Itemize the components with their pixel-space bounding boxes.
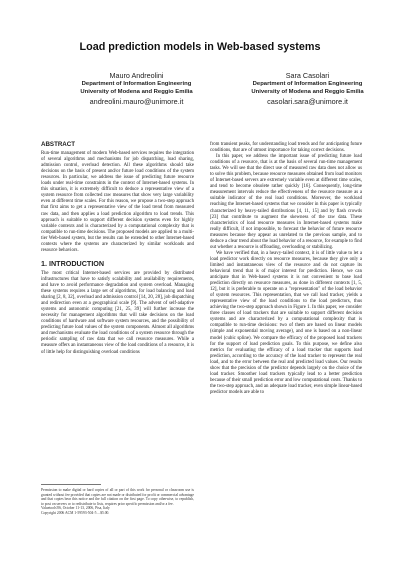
abstract-heading: ABSTRACT — [41, 141, 76, 148]
author-university: University of Modena and Reggio Emilia — [251, 89, 364, 96]
abstract-text: Run-time management of modern Web-based services requires the integration of several algorithms and mechanisms for job dispatching, load sharing, admission control, overload detection. All these algorithms should take decisions on the basis of present and/or future load conditions of the system resources. In particular, we address the issue of predicting future resource loads under real-time constraints in the context of Internet-based systems. In this situation, it is extremely difficult to deduce a representative view of a system resource from collected raw measures that show very large variability even at different time scales. For this reason, we propose a two-step approach that first aims to get a representative view of the load trend from measured raw data, and then applies a load prediction algorithm to load trends. This approach is suitable to support different decision systems even for highly variable contexts and is characterized by a computational complexity that is compatible to run-time decisions. The proposed models are applied to a multi-tier Web-based system, but the results can be extended to other Internet-based contexts where the systems are characterized by similar workloads and resource behaviors. — [41, 151, 194, 253]
left-column — [41, 142, 194, 356]
abstract-section — [41, 151, 194, 254]
author-name: Mauro Andreolini — [109, 71, 164, 80]
section-heading-introduction: 1. INTRODUCTION — [41, 258, 105, 268]
paper-title: Load prediction models in Web-based systems — [79, 41, 321, 53]
author-email: casolari.sara@unimore.it — [267, 96, 348, 106]
author-department: Department of Information Engineering — [81, 81, 192, 88]
footnote-rule — [41, 484, 101, 485]
body-paragraph: We have verified that, in a heavy-tailed context, it is of little value to let a load predictor work directly on resource measures, because they give only a limited and instantaneous view of the resource and do not capture its behavioral trend that is of major interest for prediction. Hence, we can anticipate that in Web-based systems it is not convenient to base load prediction directly on resource measures, as done in different contexts [1, 5, 12], but it is preferable to operate on a "representation" of the load behavior of system resources. This representation, that we call load tracker, yields a representative view of the load conditions to the load predictors, thus achieving the two-step approach shown in Figure 1. In this paper, we consider three classes of load trackers that are suitable to support different decision systems and are characterized by a computational complexity that is compatible to run-time decisions: two of them are based on linear models (simple and exponential moving average), and one is based on a non-linear model (cubic spline). We compare the efficacy of the proposed load trackers for the support of load prediction goals. To this purpose, we define also metrics for evaluating the efficacy of a load tracker that supports load prediction, according to the accuracy of the load tracker to represent the real load, and to the error between the real and predicted load values. Our results show that the precision of the predictor depends largely on the choice of the load tracker. Smoother load trackers typically lead to a better prediction because of their small prediction error and low computational costs. Thanks to the two-step approach, and an adequate load tracker, even simple linear-based predictor models are able to — [210, 250, 362, 395]
body-paragraph: In this paper, we address the important issue of predicting future load conditions of a resource, that is at the basis of several run-time management tasks. We will see that the direct use of measured raw data does not allow us to solve this problem, because resource measures obtained from load monitors of Internet-based servers are extremely variable even at different time scales, and tend to become obsolete rather quickly [16]. Consequently, long-time measurement intervals reduce the effectiveness of the resource measure as a suitable indicator of the real load conditions. Moreover, the workload reaching the Internet-based systems that we consider in this paper is typically characterized by heavy-tailed distributions [4, 11, 15] and by flash crowds [23] that contribute to augment the skewness of the raw data. These characteristics of load resource measures in Internet-based systems make really difficult, if not impossible, to forecast the behavior of future resource measures because they appear as unrelated to the previous sample, and to deduce a clear trend about the load behavior of a resource, for example to find out whether a resource is offloading, overloading or stabilizing. — [210, 154, 362, 250]
copyright-footnote: Permission to make digital or hard copies of all or part of this work for personal or classroom use is granted without fee provided that copies are not made or distributed for profit or commercial advantage and that copies bear this notice and the full citation on the first page. To copy otherwise, to republish, to post on servers or to redistribute to lists, requires prior specific permission and/or a fee. Valuetools'06, October 11-13, 2006, Pisa, Italy Copyright 2006 ACM 1-59593-504-5 ...$5.00. — [41, 488, 194, 515]
right-column — [210, 142, 362, 396]
intro-paragraph: The most critical Internet-based services are provided by distributed infrastructures that have to satisfy scalability and availability requirements, and have to avoid performance degradation and system overload. Managing these systems requires a large set of algorithms, for load balancing and load sharing [2, 8, 32], overload and admission control [14, 20, 28], job dispatching and redirection even at a geographical scale [9]. The advent of self-adaptive systems and autonomic computing [21, 25, 39] will further increase the necessity for management algorithms that will take decisions on the load conditions of hardware and software system resources, and the possibility of predicting future load values of the system components. Almost all algorithms and mechanisms evaluate the load conditions of a system resource through the periodic sampling of raw data that we call resource measures. While a measure offers an instantaneous view of the load conditions of a resource, it is of little help for distinguishing overload conditions — [41, 270, 194, 355]
body-paragraph: from transient peaks, for understanding load trends and for anticipating future conditions, that are of utmost importance for taking correct decisions. — [210, 142, 362, 154]
author-department: Department of Information Engineering — [252, 81, 363, 88]
author-name: Sara Casolari — [285, 71, 330, 80]
author-email: andreolini.mauro@unimore.it — [89, 96, 184, 106]
author-block-2 — [245, 72, 370, 106]
author-block-1 — [69, 72, 204, 106]
author-university: University of Modena and Reggio Emilia — [80, 89, 193, 96]
